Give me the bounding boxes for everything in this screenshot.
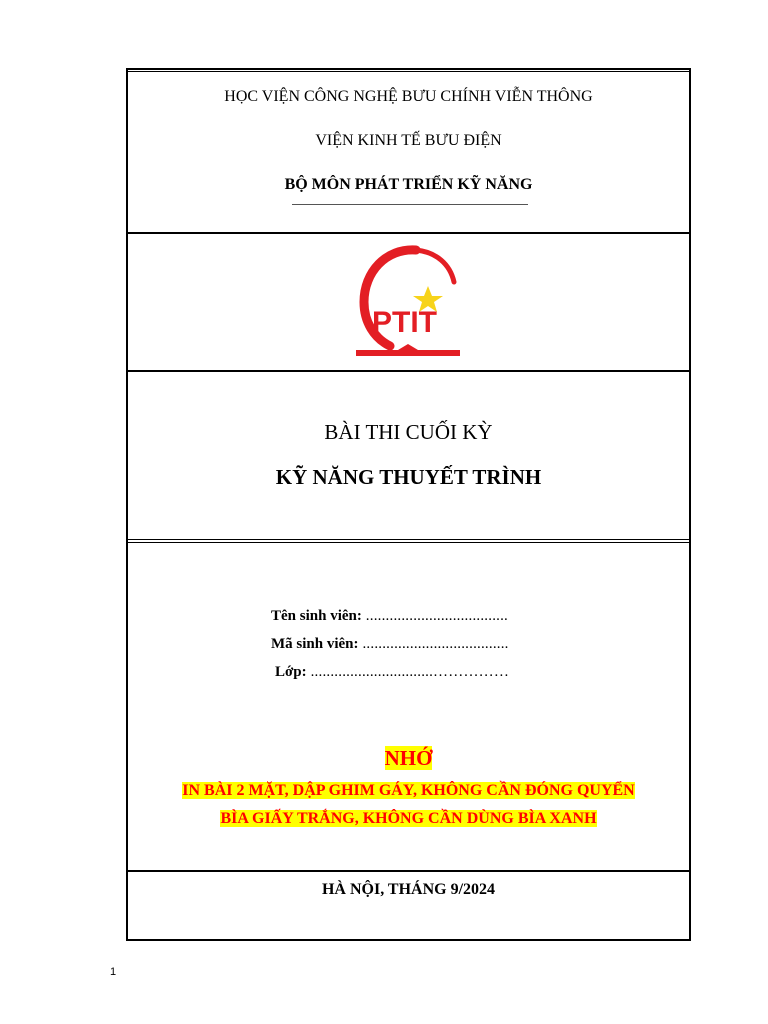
logo-arc-top — [416, 250, 454, 282]
student-name-blank: .................................... — [361, 608, 509, 624]
department-name: BỘ MÔN PHÁT TRIỂN KỸ NĂNG — [284, 176, 533, 193]
reminder-heading: NHỚ — [384, 746, 433, 770]
subinstitute-name: VIỆN KINH TẾ BƯU ĐIỆN — [315, 132, 502, 149]
institute-name: HỌC VIỆN CÔNG NGHỆ BƯU CHÍNH VIỄN THÔNG — [224, 88, 593, 105]
place-date: HÀ NỘI, THÁNG 9/2024 — [321, 881, 496, 898]
divider — [128, 870, 689, 872]
class-label: Lớp: — [275, 664, 307, 680]
student-name-field — [271, 606, 509, 634]
student-name-label: Tên sinh viên: — [271, 608, 362, 624]
logo-book-icon — [398, 344, 418, 350]
cover-frame — [126, 68, 691, 941]
student-id-blank: ..................................... — [358, 636, 509, 652]
divider — [128, 370, 689, 372]
reminder-line-1: IN BÀI 2 MẶT, DẬP GHIM GÁY, KHÔNG CẦN ĐÓNG QUYỂN — [182, 782, 635, 799]
class-blank: ...............................…………… — [306, 664, 510, 680]
divider — [128, 539, 689, 543]
class-field — [271, 662, 509, 690]
student-info — [271, 606, 509, 690]
logo-text: PTIT — [372, 306, 437, 339]
exam-type: BÀI THI CUỐI KỲ — [324, 420, 493, 444]
divider — [128, 232, 689, 234]
department-underline — [292, 204, 528, 205]
page-number: 1 — [110, 966, 117, 978]
student-id-field — [271, 634, 509, 662]
student-id-label: Mã sinh viên: — [271, 636, 359, 652]
ptit-logo — [356, 242, 460, 360]
logo-book-base — [356, 350, 460, 356]
course-name: KỸ NĂNG THUYẾT TRÌNH — [275, 465, 542, 489]
reminder-line-2: BÌA GIẤY TRẮNG, KHÔNG CẦN DÙNG BÌA XANH — [220, 810, 597, 827]
